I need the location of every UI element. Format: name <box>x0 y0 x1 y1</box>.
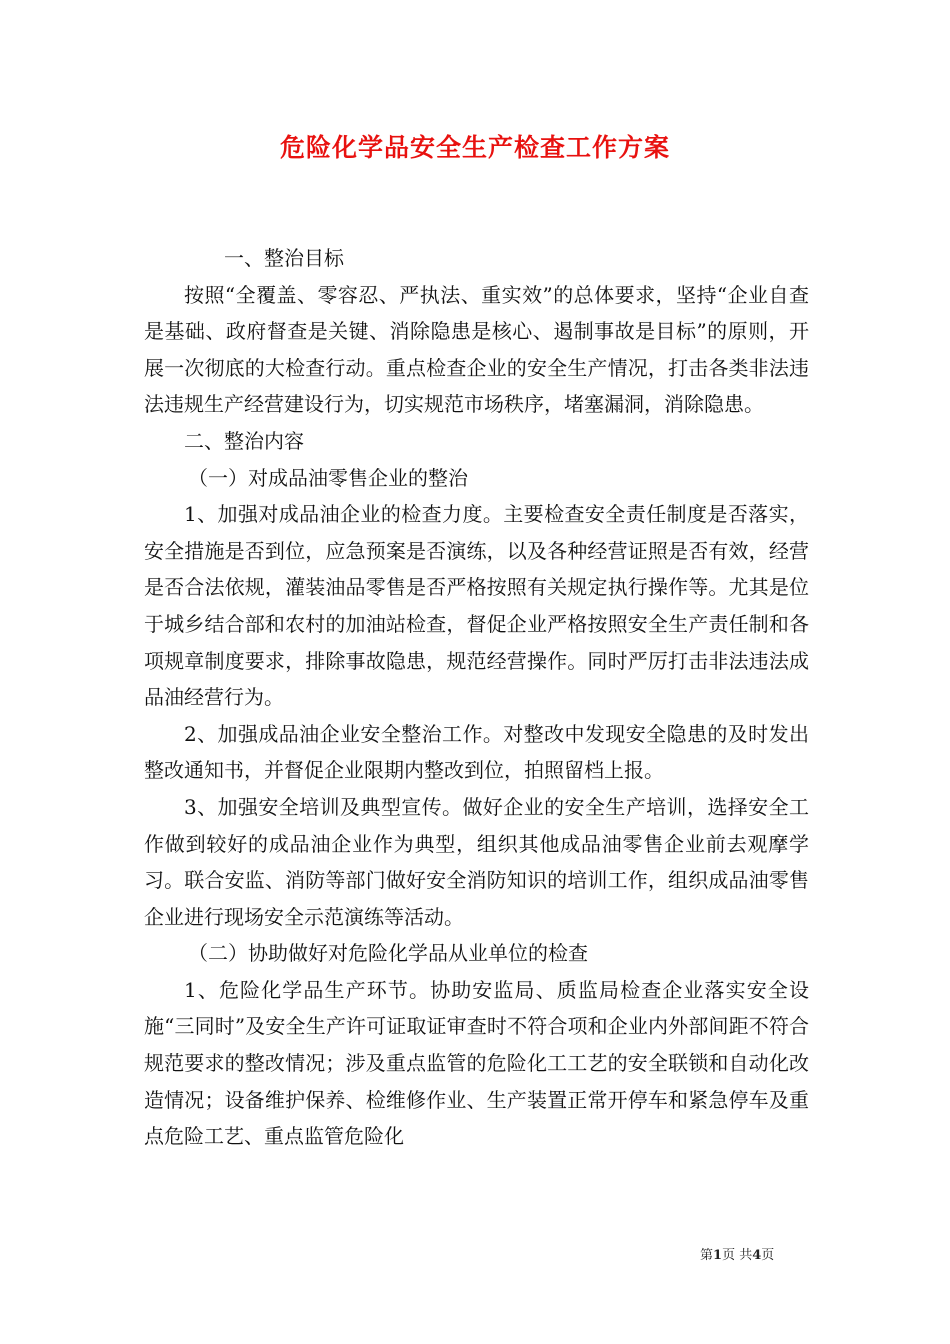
footer-total-pages: 4 <box>752 1248 762 1263</box>
page-footer <box>700 1247 820 1265</box>
body-paragraph: 二、整治内容 <box>184 428 304 453</box>
body-paragraph: 1、危险化学品生产环节。协助安监局、质监局检查企业落实安全设施“三同时”及安全生产许可证取证审查时不符合项和企业内外部间距不符合规范要求的整改情况；涉及重点监管的危险化工工艺的安全联锁和自动化改造情况；设备维护保养、检维修作业、生产装置正常开停车和紧急停车及重点危险工艺、重点监管危险化 <box>144 977 809 1149</box>
footer-middle: 页 共 <box>722 1248 753 1263</box>
footer-prefix: 第 <box>700 1248 714 1263</box>
subsection-heading: （二）协助做好对危险化学品从业单位的检查 <box>188 941 588 966</box>
body-paragraph: 按照“全覆盖、零容忍、严执法、重实效”的总体要求，坚持“企业自查是基础、政府督查是关键、消除隐患是核心、遏制事故是目标”的原则，开展一次彻底的大检查行动。重点检查企业的安全生产情况，打击各类非法违法违规生产经营建设行为，切实规范市场秩序，堵塞漏洞，消除隐患。 <box>144 282 809 417</box>
footer-page-number: 1 <box>713 1248 723 1263</box>
subsection-heading: （一）对成品油零售企业的整治 <box>188 465 468 490</box>
section-heading: 一、整治目标 <box>224 246 344 270</box>
body-paragraph: 3、加强安全培训及典型宣传。做好企业的安全生产培训，选择安全工作做到较好的成品油企业作为典型，组织其他成品油零售企业前去观摩学习。联合安监、消防等部门做好安全消防知识的培训工作，组织成品油零售企业进行现场安全示范演练等活动。 <box>144 794 809 929</box>
footer-suffix: 页 <box>761 1248 775 1263</box>
body-paragraph: 1、加强对成品油企业的检查力度。主要检查安全责任制度是否落实，安全措施是否到位，应急预案是否演练，以及各种经营证照是否有效，经营是否合法依规，灌装油品零售是否严格按照有关规定执行操作等。尤其是位于城乡结合部和农村的加油站检查，督促企业严格按照安全生产责任制和各项规章制度要求，排除事故隐患，规范经营操作。同时严厉打击非法违法成品油经营行为。 <box>144 502 809 710</box>
document-body <box>144 240 809 1155</box>
document-title: 危险化学品安全生产检查工作方案 <box>279 133 670 162</box>
body-paragraph: 2、加强成品油企业安全整治工作。对整改中发现安全隐患的及时发出整改通知书，并督促企业限期内整改到位，拍照留档上报。 <box>144 721 809 783</box>
